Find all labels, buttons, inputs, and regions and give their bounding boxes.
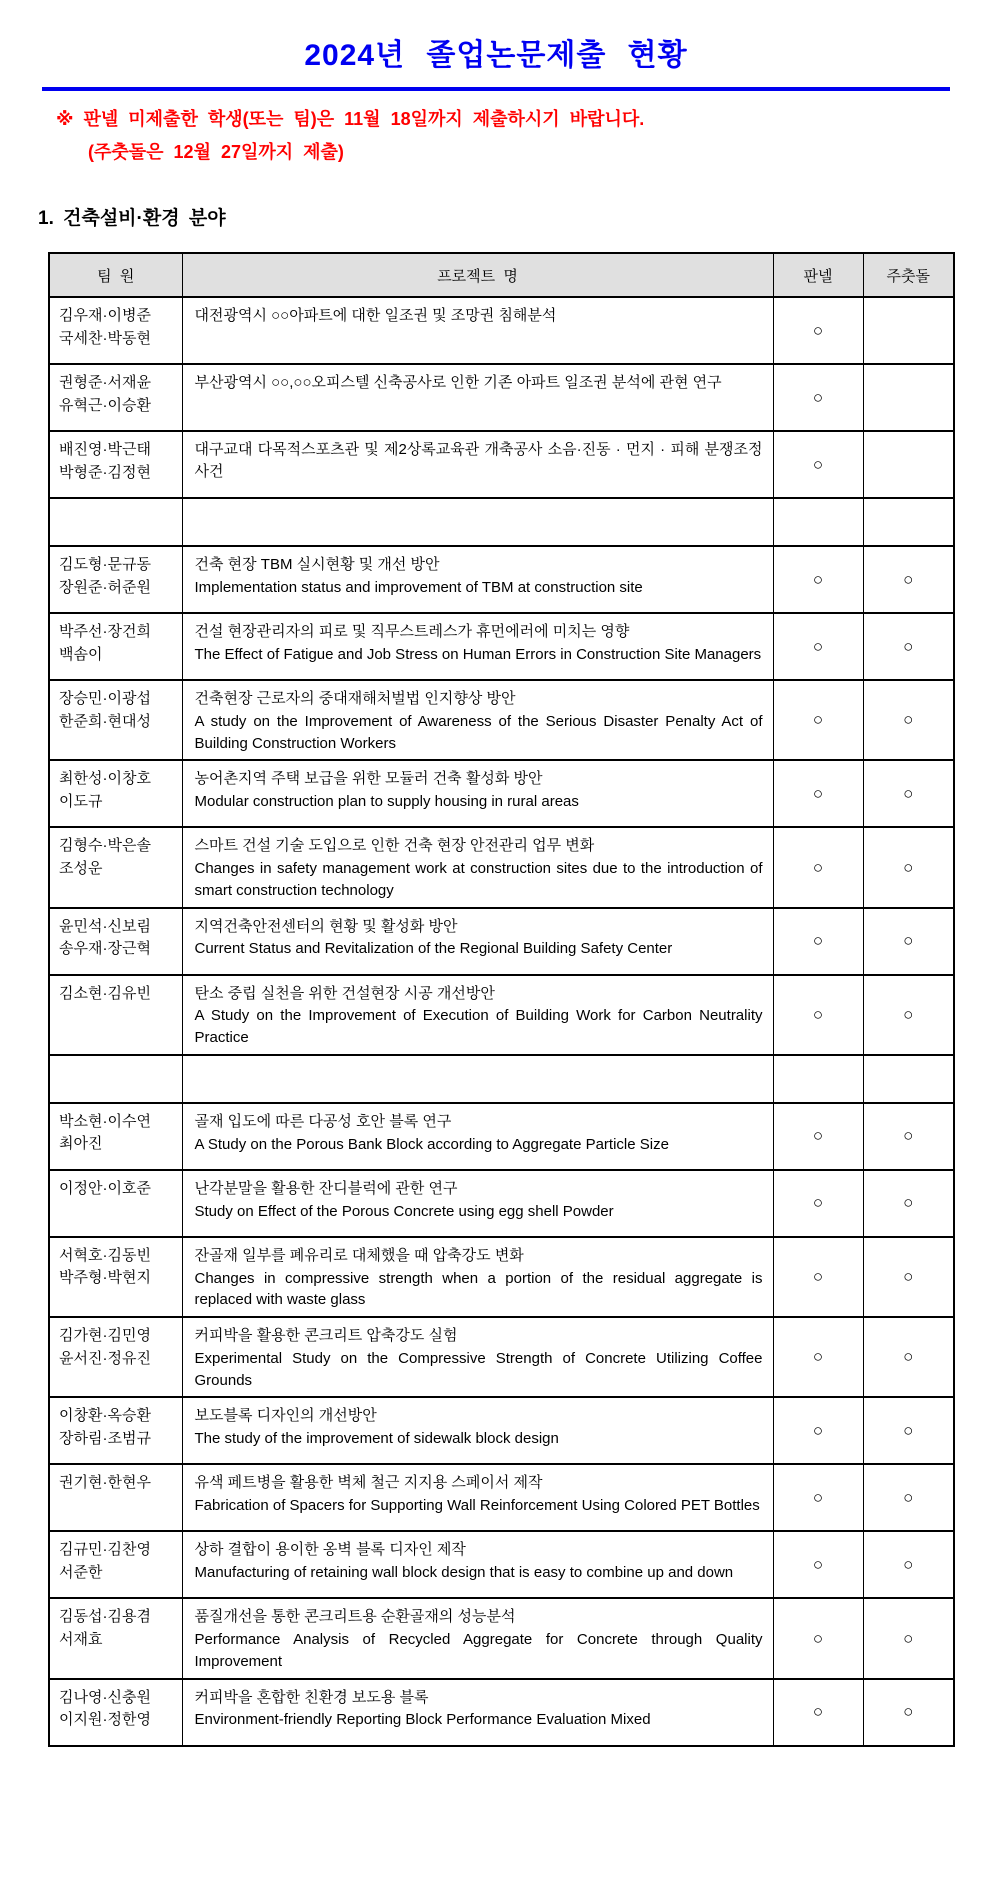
cornerstone-check-cell xyxy=(863,975,954,1055)
cornerstone-check-mark: ○ xyxy=(903,1126,914,1146)
cornerstone-check-cell xyxy=(863,1317,954,1397)
team-cell xyxy=(49,613,182,680)
project-title-kr: 농어촌지역 주택 보급을 위한 모듈러 건축 활성화 방안 xyxy=(194,770,543,788)
panel-check-cell xyxy=(773,1237,863,1317)
cornerstone-check-cell xyxy=(863,680,954,760)
cornerstone-check-cell xyxy=(863,546,954,613)
panel-check-cell xyxy=(773,1464,863,1531)
panel-check-cell xyxy=(773,1598,863,1678)
cornerstone-check-cell xyxy=(863,1237,954,1317)
table-row xyxy=(49,1531,954,1598)
cornerstone-check-mark: ○ xyxy=(903,1628,914,1648)
team-cell xyxy=(49,908,182,975)
table-row xyxy=(49,760,954,827)
project-cell xyxy=(182,1598,773,1678)
project-title-en: Changes in safety management work at construction sites due to the introduction of smart construction technology xyxy=(194,860,763,899)
panel-check-cell xyxy=(773,760,863,827)
cornerstone-check-mark: ○ xyxy=(903,857,914,877)
project-title-en: Performance Analysis of Recycled Aggregate for Concrete through Quality Improvement xyxy=(194,1631,763,1670)
table-body xyxy=(49,297,954,1746)
panel-check-mark: ○ xyxy=(812,931,824,951)
panel-check-cell xyxy=(773,827,863,907)
panel-check-mark: ○ xyxy=(812,320,824,340)
team-line: 장승민·이광섭 xyxy=(59,690,151,708)
project-title-kr: 보도블록 디자인의 개선방안 xyxy=(194,1407,377,1425)
team-cell xyxy=(49,297,182,364)
team-line: 국세찬·박동현 xyxy=(59,329,151,347)
cornerstone-check-mark: ○ xyxy=(903,1487,914,1507)
table-row xyxy=(49,1170,954,1237)
table-row xyxy=(49,1237,954,1317)
cornerstone-check-mark: ○ xyxy=(903,931,914,951)
cornerstone-check-cell xyxy=(863,1598,954,1678)
panel-check-mark: ○ xyxy=(812,1628,824,1648)
project-title-kr: 탄소 중립 실천을 위한 건설현장 시공 개선방안 xyxy=(194,984,495,1002)
team-line: 김동섭·김용겸 xyxy=(59,1608,151,1626)
team-line: 김가현·김민영 xyxy=(59,1327,151,1345)
table-row xyxy=(49,1317,954,1397)
page-title: 2024년 졸업논문제출 현황 xyxy=(304,39,688,72)
cornerstone-check-cell xyxy=(863,1679,954,1746)
team-line: 권기현·한현우 xyxy=(59,1474,151,1492)
team-line: 유혁근·이승환 xyxy=(59,396,151,414)
project-title-kr: 잔골재 일부를 폐유리로 대체했을 때 압축강도 변화 xyxy=(194,1246,524,1264)
panel-check-cell xyxy=(773,1679,863,1746)
project-title-kr: 건축현장 근로자의 중대재해처벌법 인지향상 방안 xyxy=(194,690,516,708)
project-cell xyxy=(182,498,773,546)
table-row xyxy=(49,827,954,907)
project-title-kr: 난각분말을 활용한 잔디블럭에 관한 연구 xyxy=(194,1179,458,1197)
cornerstone-check-mark: ○ xyxy=(903,1702,914,1722)
panel-check-cell xyxy=(773,1103,863,1170)
team-line: 김형수·박은솔 xyxy=(59,837,151,855)
panel-check-cell xyxy=(773,613,863,680)
team-cell xyxy=(49,1170,182,1237)
table-header-project: 프로젝트 명 xyxy=(182,253,773,297)
cornerstone-check-mark: ○ xyxy=(903,1004,914,1024)
project-title-en: A Study on the Improvement of Execution of Building Work for Carbon Neutrality Practice xyxy=(194,1007,763,1047)
panel-check-cell xyxy=(773,1531,863,1598)
table-row xyxy=(49,364,954,431)
team-line: 김도형·문규동 xyxy=(59,556,151,574)
project-title-kr: 건축 현장 TBM 실시현황 및 개선 방안 xyxy=(194,556,440,574)
project-title-kr: 품질개선을 통한 콘크리트용 순환골재의 성능분석 xyxy=(194,1608,516,1626)
team-line: 김규민·김찬영 xyxy=(59,1541,151,1559)
team-line: 김우재·이병준 xyxy=(59,307,151,325)
project-cell xyxy=(182,546,773,613)
cornerstone-check-mark: ○ xyxy=(903,1347,914,1367)
cornerstone-check-mark: ○ xyxy=(903,1420,914,1440)
table-row xyxy=(49,297,954,364)
table-row xyxy=(49,1679,954,1746)
project-title-kr: 대전광역시 ○○아파트에 대한 일조권 및 조망권 침해분석 xyxy=(194,307,557,325)
team-line: 장하림·조범규 xyxy=(59,1429,151,1447)
project-title-en: The study of the improvement of sidewalk block design xyxy=(194,1430,559,1448)
project-cell xyxy=(182,1464,773,1531)
team-cell xyxy=(49,1464,182,1531)
project-title-kr: 커피박을 혼합한 친환경 보도용 블록 xyxy=(194,1688,429,1706)
team-line: 배진영·박근태 xyxy=(59,441,151,459)
team-cell xyxy=(49,1397,182,1464)
project-cell xyxy=(182,431,773,498)
panel-check-mark: ○ xyxy=(812,1267,824,1287)
table-row xyxy=(49,1464,954,1531)
team-line: 박주형·박현지 xyxy=(59,1269,151,1287)
panel-check-mark: ○ xyxy=(812,1126,824,1146)
team-line: 김소현·김유빈 xyxy=(59,984,151,1002)
project-title-en: Experimental Study on the Compressive Strength of Concrete Utilizing Coffee Grounds xyxy=(194,1349,763,1389)
panel-check-cell xyxy=(773,680,863,760)
cornerstone-check-cell xyxy=(863,1055,954,1103)
submission-table xyxy=(48,252,955,1747)
project-cell xyxy=(182,1317,773,1397)
cornerstone-check-mark: ○ xyxy=(903,710,914,730)
team-line: 백솜이 xyxy=(59,645,103,663)
team-cell xyxy=(49,364,182,431)
panel-check-mark: ○ xyxy=(812,710,824,730)
team-cell xyxy=(49,1055,182,1103)
panel-check-mark: ○ xyxy=(812,1347,824,1367)
team-line: 이지원·정한영 xyxy=(59,1711,151,1729)
team-cell xyxy=(49,431,182,498)
team-cell xyxy=(49,1531,182,1598)
team-cell xyxy=(49,498,182,546)
team-line: 이정안·이호준 xyxy=(59,1179,151,1197)
panel-check-mark: ○ xyxy=(812,1702,824,1722)
table-header-team: 팀 원 xyxy=(49,253,182,297)
team-line: 박소현·이수연 xyxy=(59,1112,151,1130)
project-cell xyxy=(182,1679,773,1746)
project-title-kr: 골재 입도에 따른 다공성 호안 블록 연구 xyxy=(194,1112,452,1130)
team-cell xyxy=(49,1237,182,1317)
cornerstone-check-cell xyxy=(863,1170,954,1237)
team-line: 권형준·서재윤 xyxy=(59,374,151,392)
team-line: 윤민석·신보림 xyxy=(59,917,151,935)
team-line: 장원준·허준원 xyxy=(59,578,151,596)
team-line: 이도규 xyxy=(59,792,103,810)
team-line: 박주선·장건희 xyxy=(59,623,151,641)
table-header-row xyxy=(49,253,954,297)
cornerstone-check-cell xyxy=(863,431,954,498)
project-cell xyxy=(182,1170,773,1237)
project-cell xyxy=(182,908,773,975)
cornerstone-check-mark: ○ xyxy=(903,783,914,803)
project-title-en: Manufacturing of retaining wall block design that is easy to combine up and down xyxy=(194,1564,734,1582)
table-row xyxy=(49,498,954,546)
cornerstone-check-mark: ○ xyxy=(903,636,914,656)
cornerstone-check-cell xyxy=(863,908,954,975)
team-cell xyxy=(49,1317,182,1397)
panel-check-mark: ○ xyxy=(812,387,824,407)
panel-check-cell xyxy=(773,364,863,431)
project-title-kr: 스마트 건설 기술 도입으로 인한 건축 현장 안전관리 업무 변화 xyxy=(194,837,595,855)
team-cell xyxy=(49,680,182,760)
panel-check-cell xyxy=(773,1170,863,1237)
team-line: 최한성·이창호 xyxy=(59,770,151,788)
project-title-kr: 상하 결합이 용이한 옹벽 블록 디자인 제작 xyxy=(194,1541,466,1559)
project-title-kr: 커피박을 활용한 콘크리트 압축강도 실험 xyxy=(194,1327,458,1345)
notice-line-1: ※ 판넬 미제출한 학생(또는 팀)은 11월 18일까지 제출하시기 바랍니다. xyxy=(56,109,645,129)
project-cell xyxy=(182,827,773,907)
panel-check-cell xyxy=(773,431,863,498)
team-line: 박형준·김정현 xyxy=(59,463,151,481)
cornerstone-check-cell xyxy=(863,613,954,680)
cornerstone-check-cell xyxy=(863,297,954,364)
team-cell xyxy=(49,546,182,613)
project-cell xyxy=(182,760,773,827)
cornerstone-check-mark: ○ xyxy=(903,1267,914,1287)
team-line: 서재효 xyxy=(59,1630,103,1648)
project-cell xyxy=(182,1055,773,1103)
table-row xyxy=(49,1598,954,1678)
cornerstone-check-cell xyxy=(863,498,954,546)
cornerstone-check-cell xyxy=(863,760,954,827)
project-cell xyxy=(182,364,773,431)
project-title-en: Fabrication of Spacers for Supporting Wall Reinforcement Using Colored PET Bottles xyxy=(194,1497,760,1515)
table-header-panel: 판넬 xyxy=(773,253,863,297)
table-row xyxy=(49,546,954,613)
team-cell xyxy=(49,760,182,827)
team-line: 조성운 xyxy=(59,859,103,877)
project-cell xyxy=(182,975,773,1055)
panel-check-cell xyxy=(773,1055,863,1103)
project-title-kr: 부산광역시 ○○,○○오피스텔 신축공사로 인한 기존 아파트 일조권 분석에 관현 연구 xyxy=(194,374,722,392)
project-cell xyxy=(182,1103,773,1170)
panel-check-cell xyxy=(773,975,863,1055)
team-line: 김나영·신충원 xyxy=(59,1688,151,1706)
team-cell xyxy=(49,827,182,907)
table-row xyxy=(49,431,954,498)
panel-check-mark: ○ xyxy=(812,857,824,877)
cornerstone-check-cell xyxy=(863,1464,954,1531)
team-line: 서혁호·김동빈 xyxy=(59,1246,151,1264)
panel-check-mark: ○ xyxy=(812,569,824,589)
project-title-kr: 건설 현장관리자의 피로 및 직무스트레스가 휴먼에러에 미치는 영향 xyxy=(194,623,630,641)
project-title-en: A study on the Improvement of Awareness of the Serious Disaster Penalty Act of Building Construction Workers xyxy=(194,712,763,752)
table-row xyxy=(49,1055,954,1103)
project-cell xyxy=(182,1237,773,1317)
cornerstone-check-mark: ○ xyxy=(903,569,914,589)
table-header-cornerstone: 주춧돌 xyxy=(863,253,954,297)
project-title-en: A Study on the Porous Bank Block according to Aggregate Particle Size xyxy=(194,1135,669,1153)
panel-check-cell xyxy=(773,1397,863,1464)
panel-check-cell xyxy=(773,546,863,613)
panel-check-mark: ○ xyxy=(812,1487,824,1507)
project-cell xyxy=(182,297,773,364)
team-line: 송우재·장근혁 xyxy=(59,940,151,958)
table-row xyxy=(49,1103,954,1170)
cornerstone-check-cell xyxy=(863,364,954,431)
panel-check-mark: ○ xyxy=(812,454,824,474)
panel-check-mark: ○ xyxy=(812,1004,824,1024)
cornerstone-check-mark: ○ xyxy=(903,1554,914,1574)
cornerstone-check-mark: ○ xyxy=(903,1193,914,1213)
project-cell xyxy=(182,1397,773,1464)
panel-check-cell xyxy=(773,1317,863,1397)
project-title-en: Current Status and Revitalization of the Regional Building Safety Center xyxy=(194,940,673,958)
project-cell xyxy=(182,613,773,680)
team-line: 최아진 xyxy=(59,1135,103,1153)
project-title-kr: 유색 페트병을 활용한 벽체 철근 지지용 스페이서 제작 xyxy=(194,1474,543,1492)
team-cell xyxy=(49,1598,182,1678)
notice-line-2: (주춧돌은 12월 27일까지 제출) xyxy=(88,141,344,162)
panel-check-mark: ○ xyxy=(812,783,824,803)
project-title-kr: 대구교대 다목적스포츠관 및 제2상록교육관 개축공사 소음·진동 · 먼지 · 피해 분쟁조정사건 xyxy=(194,441,763,480)
project-title-en: Study on Effect of the Porous Concrete using egg shell Powder xyxy=(194,1202,614,1220)
team-line: 한준희·현대성 xyxy=(59,712,151,730)
table-row xyxy=(49,908,954,975)
project-title-kr: 지역건축안전센터의 현황 및 활성화 방안 xyxy=(194,917,458,935)
project-title-en: The Effect of Fatigue and Job Stress on Human Errors in Construction Site Managers xyxy=(194,645,762,663)
cornerstone-check-cell xyxy=(863,1531,954,1598)
table-row xyxy=(49,975,954,1055)
panel-check-cell xyxy=(773,908,863,975)
panel-check-mark: ○ xyxy=(812,1420,824,1440)
project-title-en: Implementation status and improvement of TBM at construction site xyxy=(194,578,643,596)
panel-check-cell xyxy=(773,498,863,546)
title-divider xyxy=(42,87,950,91)
table-row xyxy=(49,1397,954,1464)
panel-check-mark: ○ xyxy=(812,1193,824,1213)
team-cell xyxy=(49,975,182,1055)
team-line: 윤서진·정유진 xyxy=(59,1349,151,1367)
panel-check-mark: ○ xyxy=(812,1554,824,1574)
panel-check-cell xyxy=(773,297,863,364)
team-cell xyxy=(49,1103,182,1170)
team-cell xyxy=(49,1679,182,1746)
project-title-en: Modular construction plan to supply housing in rural areas xyxy=(194,793,579,811)
cornerstone-check-cell xyxy=(863,1397,954,1464)
team-line: 이창환·옥승환 xyxy=(59,1407,151,1425)
project-title-en: Environment-friendly Reporting Block Performance Evaluation Mixed xyxy=(194,1711,651,1729)
project-cell xyxy=(182,1531,773,1598)
panel-check-mark: ○ xyxy=(812,636,824,656)
project-title-en: Changes in compressive strength when a portion of the residual aggregate is replaced with waste glass xyxy=(194,1269,763,1309)
table-row xyxy=(49,680,954,760)
project-cell xyxy=(182,680,773,760)
team-line: 서준한 xyxy=(59,1563,103,1581)
cornerstone-check-cell xyxy=(863,827,954,907)
section-title: 1. 건축설비·환경 분야 xyxy=(38,208,226,230)
table-row xyxy=(49,613,954,680)
cornerstone-check-cell xyxy=(863,1103,954,1170)
